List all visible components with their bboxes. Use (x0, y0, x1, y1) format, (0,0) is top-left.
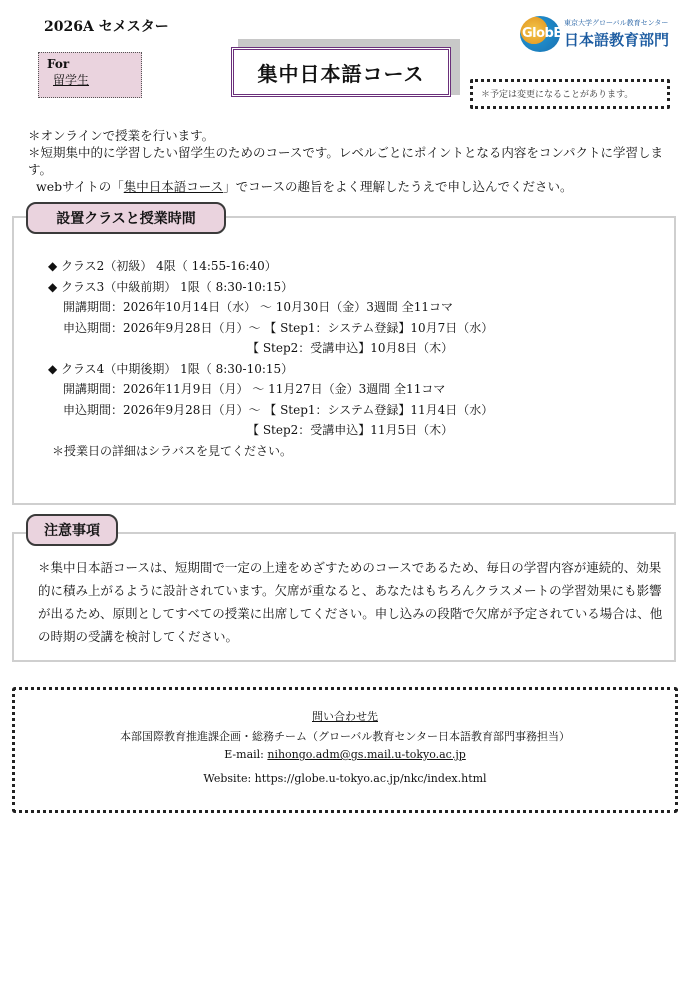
class3-heading: ◆ クラス3（中級前期） 1限（ 8:30-10:15） (48, 279, 294, 294)
logo-org-small: 東京大学グローバル教育センター (564, 19, 669, 27)
logo-mark: GlobE (522, 26, 562, 41)
intro-line-2: ＊短期集中的に学習したい留学生のためのコースです。レベルごとにポイントとなる内容をコンパクトに学習します。 (28, 145, 664, 177)
contact-website[interactable]: Website: https://globe.u-tokyo.ac.jp/nkc/index.html (203, 772, 487, 785)
target-audience-box (38, 52, 142, 98)
class3-apply: 申込期間：2026年9月28日（月）～ 【 Step1：システム登録】10月7日（水） (63, 320, 494, 335)
class-list (48, 256, 493, 461)
schedule-notice: ＊予定は変更になることがあります。 (470, 79, 670, 109)
email-link[interactable]: nihongo.adm@gs.mail.u-tokyo.ac.jp (267, 748, 466, 761)
for-label: For (47, 57, 70, 71)
contact-box (12, 687, 678, 813)
course-website-link[interactable]: 集中日本語コース (123, 179, 224, 194)
caution-section-tab: 注意事項 (26, 514, 118, 546)
target-audience: 留学生 (53, 73, 90, 87)
class4-apply: 申込期間：2026年9月28日（月）～ 【 Step1：システム登録】11月4日（水） (63, 402, 494, 417)
intro-line-1: ＊オンラインで授業を行います。 (28, 128, 215, 143)
page-title: 集中日本語コース (231, 47, 451, 97)
class4-heading: ◆ クラス4（中期後期） 1限（ 8:30-10:15） (48, 361, 294, 376)
globe-logo (520, 16, 670, 56)
semester-label: 2026A セメスター (44, 19, 169, 35)
logo-org-big: 日本語教育部門 (564, 31, 670, 49)
intro-line-3 (28, 178, 678, 195)
class3-step2: 【 Step2：受講申込】10月8日（木） (247, 341, 454, 355)
contact-email-line (15, 748, 675, 761)
contact-org: 本部国際教育推進課企画・総務チーム（グローバル教育センター日本語教育部門事務担当） (119, 730, 570, 743)
class2-heading: ◆ クラス2（初級） 4限（ 14:55-16:40） (48, 259, 277, 273)
classes-section-tab: 設置クラスと授業時間 (26, 202, 226, 234)
class3-period: 開講期間：2026年10月14日（水） ～ 10月30日（金）3週間 全11コマ (63, 300, 453, 314)
intro-line-3-pre: webサイトの「 (36, 179, 124, 194)
class4-period: 開講期間：2026年11月9日（月） ～ 11月27日（金）3週間 全11コマ (63, 382, 446, 396)
syllabus-note: ＊授業日の詳細はシラバスを見てください。 (52, 443, 293, 458)
intro-line-3-post: 」でコースの趣旨をよく理解したうえで申し込んでください。 (223, 179, 573, 194)
class4-step2: 【 Step2：受講申込】11月5日（木） (247, 423, 454, 437)
caution-text: ＊集中日本語コースは、短期間で一定の上達をめざすためのコースであるため、毎日の学習内容が連続的、効果的に積み上がるように設計されています。欠席が重なると、あなたはもちろんクラスメートの学習効果にも影響が出るため、原則としてすべての授業に出席してください。申し込みの段階で欠席が予定されている場合は、他の時期の受講を検討してください。 (38, 560, 663, 644)
intro-text (28, 127, 678, 195)
contact-title: 問い合わせ先 (312, 710, 378, 723)
email-label: E-mail: (224, 748, 268, 761)
